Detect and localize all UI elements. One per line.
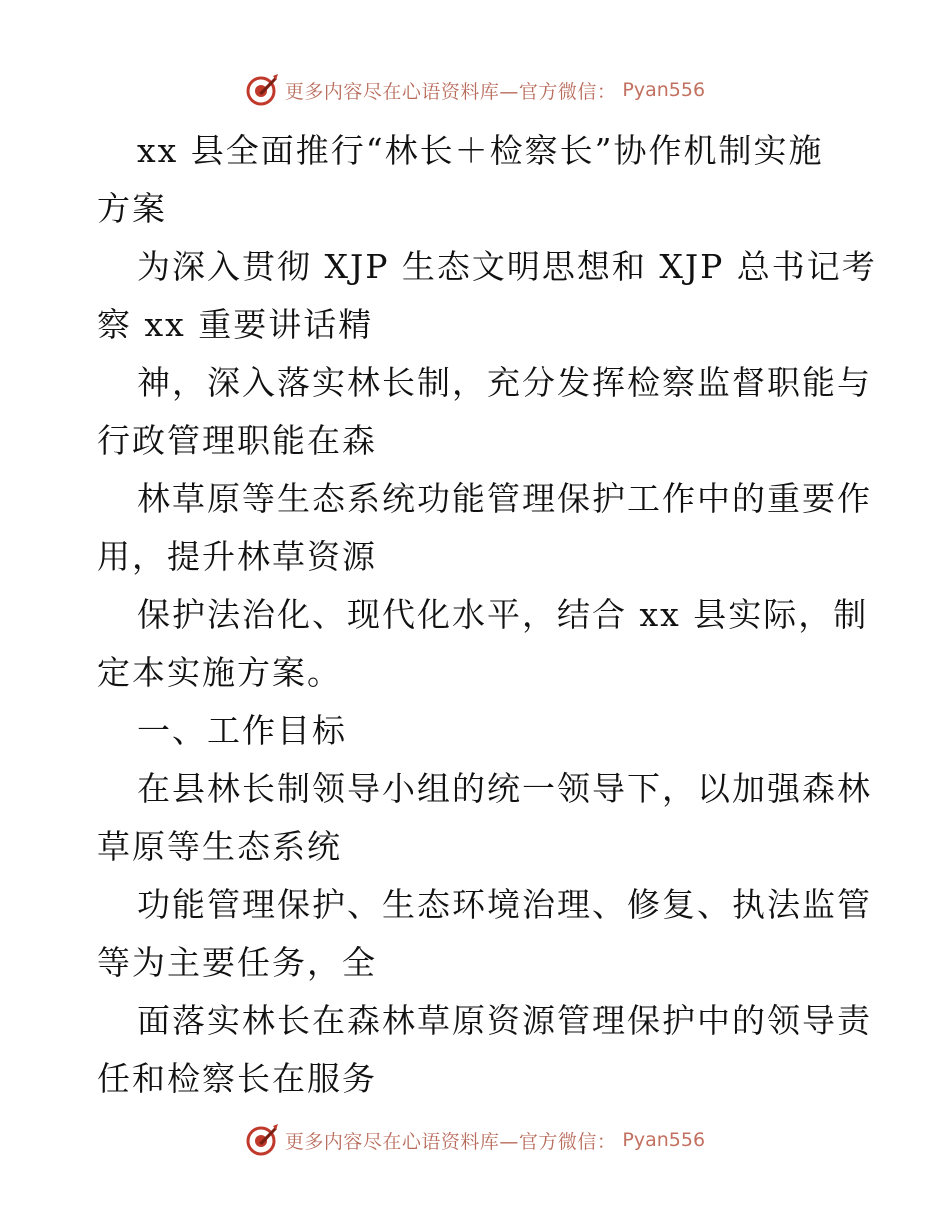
section-heading: 一、工作目标	[137, 711, 347, 750]
quill-logo-icon	[245, 1123, 279, 1157]
document-title-line-1: xx 县全面推行“林长＋检察长”协作机制实施	[137, 131, 824, 170]
paragraph-line: 等为主要任务，全	[97, 943, 377, 982]
paragraph-line: 面落实林长在森林草原资源管理保护中的领导责	[137, 1001, 872, 1040]
paragraph-line: 林草原等生态系统功能管理保护工作中的重要作	[137, 479, 872, 518]
paragraph-line: 草原等生态系统	[97, 827, 342, 866]
paragraph-line: 定本实施方案。	[97, 653, 342, 692]
paragraph-line: 保护法治化、现代化水平，结合 xx 县实际，制	[137, 595, 869, 634]
paragraph-line: 行政管理职能在森	[97, 421, 377, 460]
watermark-wechat-id: Pyan556	[622, 1129, 706, 1151]
watermark-text: 更多内容尽在心语资料库—官方微信：	[284, 1130, 617, 1153]
paragraph-line: 用，提升林草资源	[97, 537, 377, 576]
footer-watermark-banner	[0, 1120, 950, 1160]
paragraph-line: 任和检察长在服务	[97, 1059, 377, 1098]
paragraph-line: 功能管理保护、生态环境治理、修复、执法监管	[137, 885, 872, 924]
watermark-wechat-id: Pyan556	[622, 79, 706, 101]
quill-logo-icon	[245, 73, 279, 107]
paragraph-line: 在县林长制领导小组的统一领导下，以加强森林	[137, 769, 872, 808]
paragraph-line: 神，深入落实林长制，充分发挥检察监督职能与	[137, 363, 872, 402]
document-body	[97, 122, 877, 1108]
header-watermark-banner	[0, 70, 950, 110]
paragraph-line: 为深入贯彻 XJP 生态文明思想和 XJP 总书记考	[137, 247, 877, 286]
document-title-line-2: 方案	[97, 189, 167, 228]
paragraph-line: 察 xx 重要讲话精	[97, 305, 374, 344]
watermark-text: 更多内容尽在心语资料库—官方微信：	[284, 80, 617, 103]
